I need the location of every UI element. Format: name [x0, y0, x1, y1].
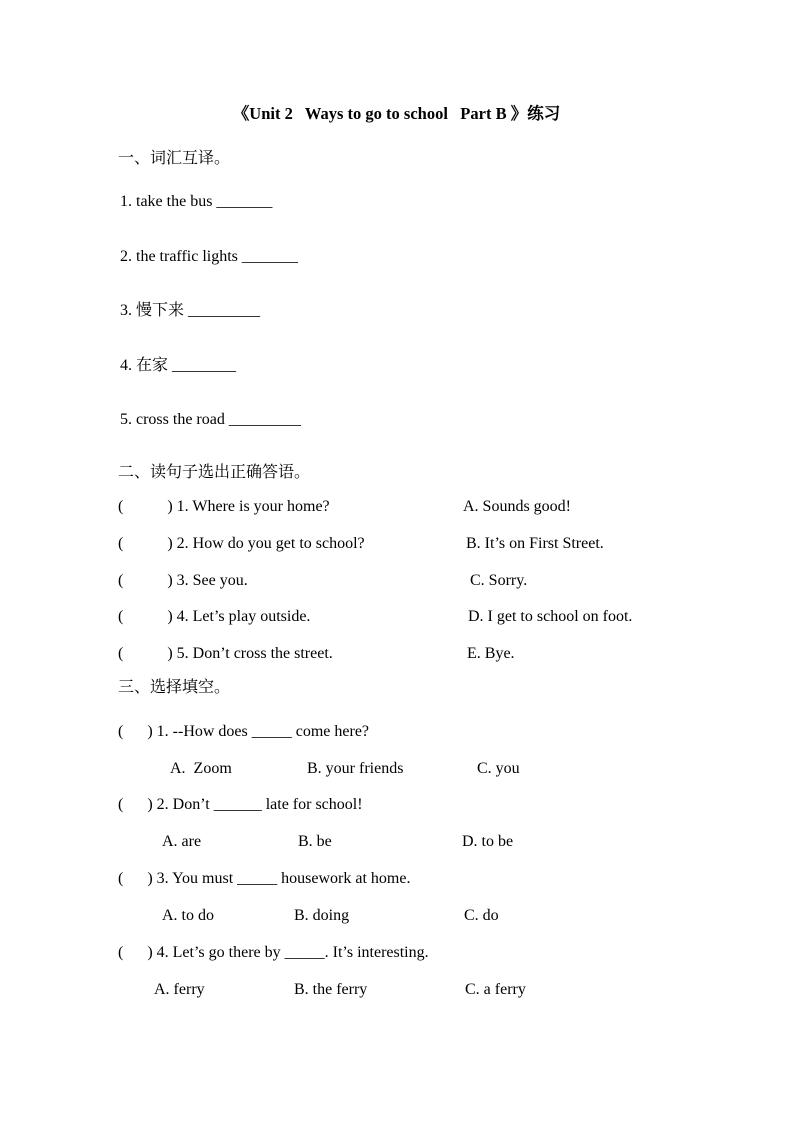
match-question-4: ( ) 4. Let’s play outside.: [118, 608, 311, 625]
mc-question-2-option-b: B. be: [298, 833, 332, 850]
match-question-2: ( ) 2. How do you get to school?: [118, 535, 365, 552]
mc-question-3-option-a: A. to do: [162, 907, 214, 924]
match-answer-e: E. Bye.: [467, 645, 515, 662]
mc-question-1-option-c: C. you: [477, 760, 520, 777]
match-question-3: ( ) 3. See you.: [118, 572, 248, 589]
vocab-item-3: 3. 慢下来 _________: [120, 302, 261, 319]
worksheet-title: 《Unit 2 Ways to go to school Part B 》练习: [232, 104, 561, 123]
mc-question-4-option-c: C. a ferry: [465, 981, 526, 998]
section3-heading: 三、选择填空。: [118, 679, 231, 696]
match-answer-b: B. It’s on First Street.: [466, 535, 604, 552]
section1-heading: 一、词汇互译。: [118, 150, 231, 167]
mc-question-2-option-a: A. are: [162, 833, 202, 850]
vocab-item-5: 5. cross the road _________: [120, 411, 301, 428]
vocab-item-4: 4. 在家 ________: [120, 357, 237, 374]
match-answer-a: A. Sounds good!: [463, 498, 572, 515]
mc-question-1-stem: ( ) 1. --How does _____ come here?: [118, 723, 370, 740]
mc-question-3-stem: ( ) 3. You must _____ housework at home.: [118, 870, 411, 887]
mc-question-3-option-b: B. doing: [294, 907, 350, 924]
section2-heading: 二、读句子选出正确答语。: [118, 464, 311, 481]
match-answer-c: C. Sorry.: [470, 572, 528, 589]
mc-question-3-option-c: C. do: [464, 907, 499, 924]
match-question-5: ( ) 5. Don’t cross the street.: [118, 645, 333, 662]
match-answer-d: D. I get to school on foot.: [468, 608, 633, 625]
mc-question-4-option-a: A. ferry: [154, 981, 205, 998]
vocab-item-2: 2. the traffic lights _______: [120, 248, 298, 265]
mc-question-1-option-a: A. Zoom: [170, 760, 232, 777]
vocab-item-1: 1. take the bus _______: [120, 193, 273, 210]
mc-question-4-option-b: B. the ferry: [294, 981, 368, 998]
mc-question-2-stem: ( ) 2. Don’t ______ late for school!: [118, 796, 363, 813]
mc-question-1-option-b: B. your friends: [307, 760, 404, 777]
mc-question-4-stem: ( ) 4. Let’s go there by _____. It’s interesting.: [118, 944, 429, 961]
mc-question-2-option-d: D. to be: [462, 833, 514, 850]
match-question-1: ( ) 1. Where is your home?: [118, 498, 330, 515]
